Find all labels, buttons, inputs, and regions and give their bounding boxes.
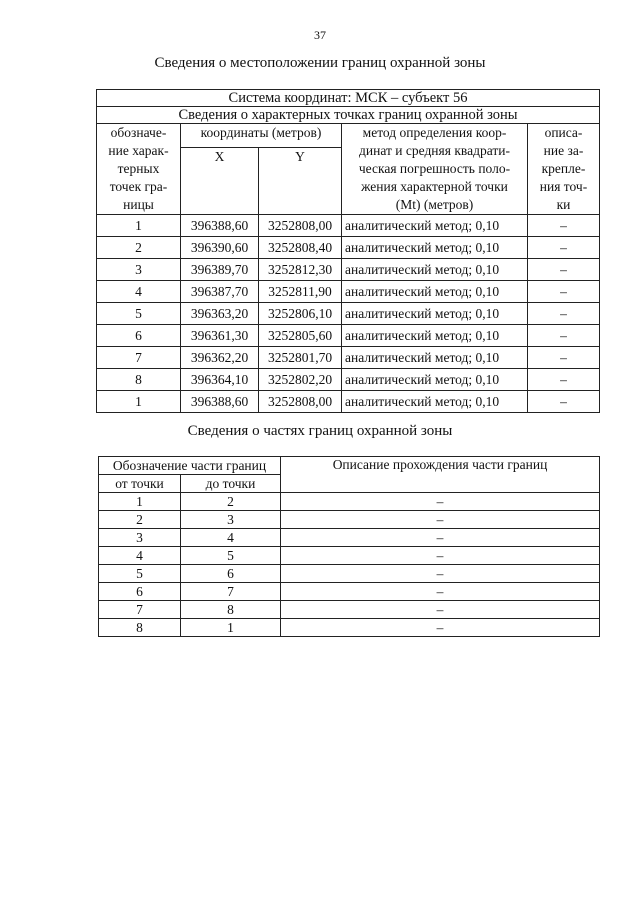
method-cell: аналитический метод; 0,10	[342, 281, 528, 303]
desc-cell: –	[528, 215, 600, 237]
header-x: X	[181, 148, 259, 215]
y-cell: 3252802,20	[259, 369, 342, 391]
to-cell: 7	[181, 583, 281, 601]
method-cell: аналитический метод; 0,10	[342, 325, 528, 347]
point-cell: 1	[97, 215, 181, 237]
section2-title: Сведения о частях границ охранной зоны	[187, 423, 453, 439]
table-row	[97, 259, 600, 281]
y-cell: 3252808,40	[259, 237, 342, 259]
header-to: до точки	[181, 475, 281, 493]
desc-cell: –	[528, 237, 600, 259]
table-row	[99, 547, 600, 565]
desc-cell: –	[281, 565, 600, 583]
method-cell: аналитический метод; 0,10	[342, 303, 528, 325]
from-cell: 2	[99, 511, 181, 529]
y-cell: 3252808,00	[259, 215, 342, 237]
desc-cell: –	[281, 619, 600, 637]
desc-cell: –	[528, 369, 600, 391]
table-row	[97, 215, 600, 237]
table-row	[99, 565, 600, 583]
to-cell: 6	[181, 565, 281, 583]
page-number: 37	[314, 28, 326, 42]
x-cell: 396388,60	[181, 215, 259, 237]
table-subtitle: Сведения о характерных точках границ охранной зоны	[97, 107, 600, 124]
to-cell: 3	[181, 511, 281, 529]
to-cell: 1	[181, 619, 281, 637]
y-cell: 3252801,70	[259, 347, 342, 369]
table-row	[99, 511, 600, 529]
from-cell: 1	[99, 493, 181, 511]
table-row	[99, 601, 600, 619]
header-y: Y	[259, 148, 342, 215]
x-cell: 396364,10	[181, 369, 259, 391]
from-cell: 6	[99, 583, 181, 601]
table-row	[97, 237, 600, 259]
header-method: метод определения коор- динат и средняя квадрати- ческая погрешность поло- жения характерной точки (Mt) (метров)	[342, 124, 528, 215]
point-cell: 6	[97, 325, 181, 347]
from-cell: 4	[99, 547, 181, 565]
point-cell: 4	[97, 281, 181, 303]
x-cell: 396390,60	[181, 237, 259, 259]
to-cell: 2	[181, 493, 281, 511]
x-cell: 396388,60	[181, 391, 259, 413]
table-row	[99, 619, 600, 637]
y-cell: 3252806,10	[259, 303, 342, 325]
desc-cell: –	[528, 347, 600, 369]
boundary-points-table	[96, 89, 600, 413]
point-cell: 5	[97, 303, 181, 325]
y-cell: 3252812,30	[259, 259, 342, 281]
method-cell: аналитический метод; 0,10	[342, 391, 528, 413]
desc-cell: –	[281, 529, 600, 547]
desc-cell: –	[281, 493, 600, 511]
header-description: описа- ние за- крепле- ния точ- ки	[528, 124, 600, 215]
header-part: Обозначение части границ	[99, 457, 281, 475]
table-row	[99, 529, 600, 547]
header-designation: обозначе- ние харак- терных точек гра- ницы	[97, 124, 181, 215]
desc-cell: –	[281, 511, 600, 529]
table-row	[99, 583, 600, 601]
table-row	[97, 303, 600, 325]
header-coordinates: координаты (метров)	[181, 124, 342, 148]
x-cell: 396363,20	[181, 303, 259, 325]
desc-cell: –	[528, 325, 600, 347]
point-cell: 7	[97, 347, 181, 369]
from-cell: 8	[99, 619, 181, 637]
method-cell: аналитический метод; 0,10	[342, 237, 528, 259]
point-cell: 2	[97, 237, 181, 259]
coordinate-system-header: Система координат: МСК – субъект 56	[97, 90, 600, 107]
from-cell: 3	[99, 529, 181, 547]
desc-cell: –	[528, 281, 600, 303]
point-cell: 8	[97, 369, 181, 391]
desc-cell: –	[528, 259, 600, 281]
y-cell: 3252805,60	[259, 325, 342, 347]
header-part-description: Описание прохождения части границ	[281, 457, 600, 493]
header-from: от точки	[99, 475, 181, 493]
y-cell: 3252811,90	[259, 281, 342, 303]
table-row	[97, 281, 600, 303]
x-cell: 396361,30	[181, 325, 259, 347]
from-cell: 5	[99, 565, 181, 583]
table-row	[97, 391, 600, 413]
table-row	[99, 493, 600, 511]
section1-title: Сведения о местоположении границ охранной зоны	[154, 55, 486, 71]
desc-cell: –	[528, 303, 600, 325]
desc-cell: –	[281, 601, 600, 619]
x-cell: 396362,20	[181, 347, 259, 369]
desc-cell: –	[528, 391, 600, 413]
method-cell: аналитический метод; 0,10	[342, 215, 528, 237]
x-cell: 396389,70	[181, 259, 259, 281]
desc-cell: –	[281, 547, 600, 565]
point-cell: 1	[97, 391, 181, 413]
table-row	[97, 369, 600, 391]
table-row	[97, 347, 600, 369]
method-cell: аналитический метод; 0,10	[342, 259, 528, 281]
boundary-parts-table	[98, 456, 600, 637]
x-cell: 396387,70	[181, 281, 259, 303]
to-cell: 8	[181, 601, 281, 619]
method-cell: аналитический метод; 0,10	[342, 347, 528, 369]
to-cell: 5	[181, 547, 281, 565]
table-row	[97, 325, 600, 347]
point-cell: 3	[97, 259, 181, 281]
desc-cell: –	[281, 583, 600, 601]
from-cell: 7	[99, 601, 181, 619]
y-cell: 3252808,00	[259, 391, 342, 413]
to-cell: 4	[181, 529, 281, 547]
method-cell: аналитический метод; 0,10	[342, 369, 528, 391]
